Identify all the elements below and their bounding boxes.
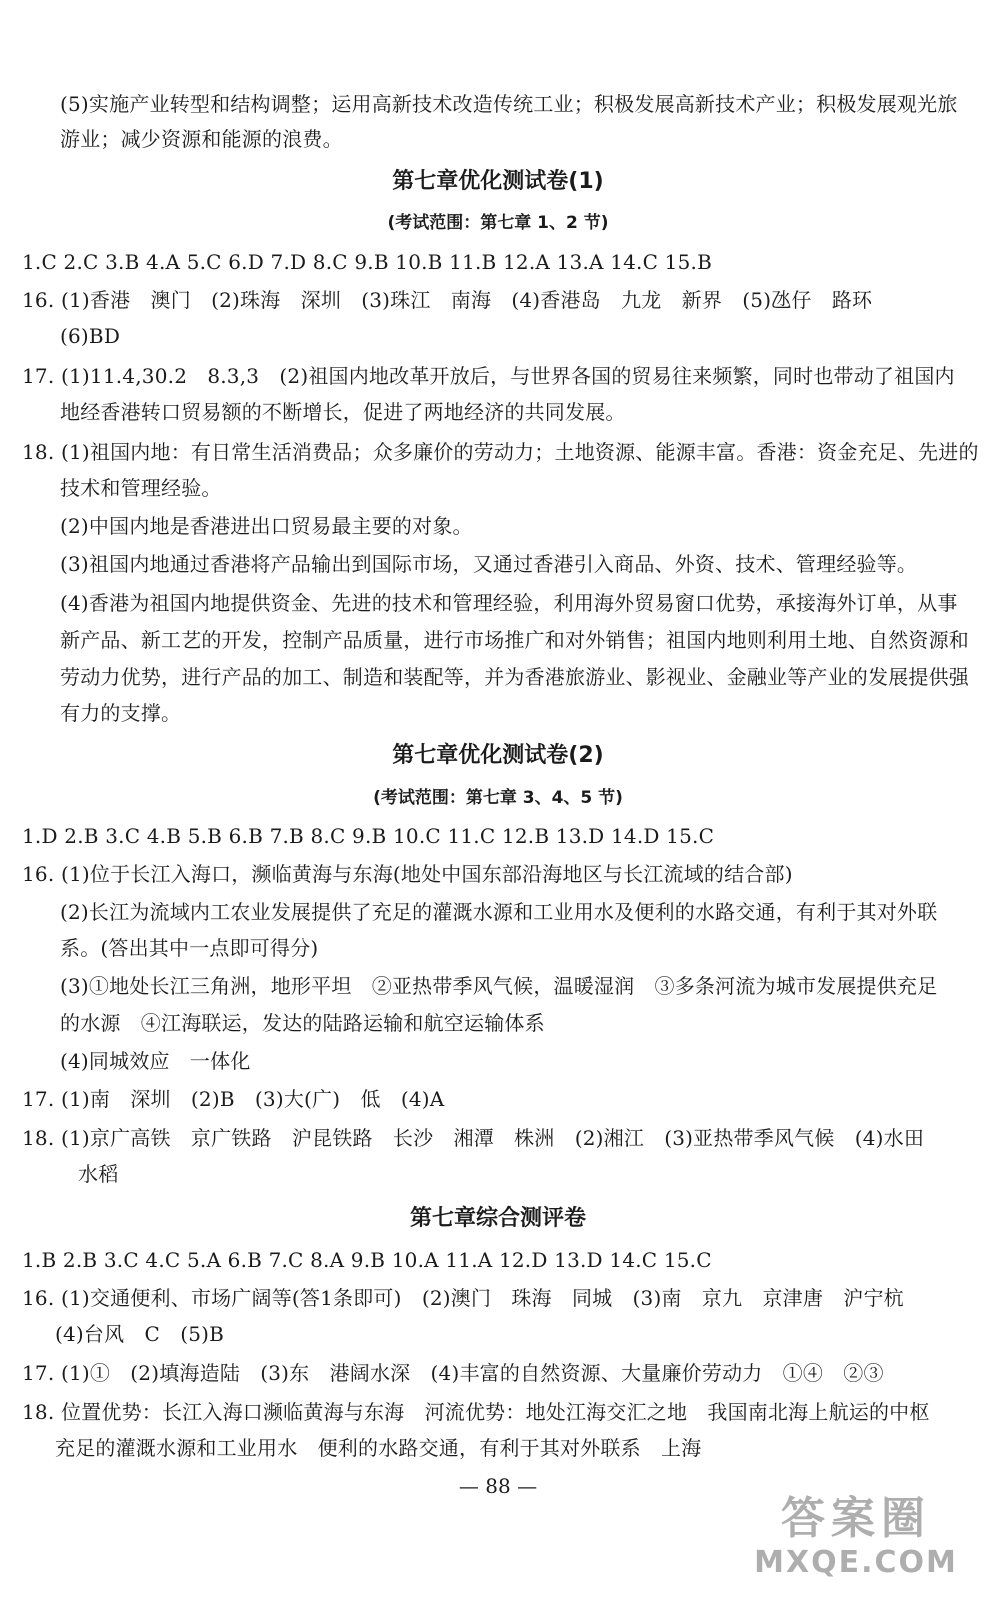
watermark-url: MXQE.COM: [754, 1545, 958, 1580]
section-title: 第七章优化测试卷(2): [392, 743, 604, 768]
text-line: 新产品、新工艺的开发，控制产品质量，进行市场推广和对外销售；祖国内地则利用土地、自然资源和: [60, 628, 969, 652]
text-line: (2)中国内地是香港进出口贸易最主要的对象。: [60, 514, 473, 538]
text-line: 17. (1)南 深圳 (2)B (3)大(广) 低 (4)A: [22, 1087, 445, 1111]
text-line: 技术和管理经验。: [60, 476, 222, 500]
text-line: 18. 位置优势：长江入海口濒临黄海与东海 河流优势：地处江海交汇之地 我国南北海上航运的中枢: [22, 1400, 930, 1424]
text-line: (3)祖国内地通过香港将产品输出到国际市场，又通过香港引入商品、外资、技术、管理经验等。: [60, 552, 918, 576]
section-title: 第七章综合测评卷: [409, 1206, 586, 1231]
page-number: — 88 —: [458, 1474, 538, 1498]
text-line: 16. (1)香港 澳门 (2)珠海 深圳 (3)珠江 南海 (4)香港岛 九龙 新界 (5)氹仔 路环: [22, 288, 873, 312]
answer-row: 1.D 2.B 3.C 4.B 5.B 6.B 7.B 8.C 9.B 10.C 11.C 12.B 13.D 14.D 15.C: [22, 824, 715, 848]
text-line: 18. (1)祖国内地：有日常生活消费品；众多廉价的劳动力；土地资源、能源丰富。香港：资金充足、先进的: [22, 440, 979, 464]
text-line: 的水源 ④江海联运，发达的陆路运输和航空运输体系: [60, 1011, 545, 1035]
text-line: 17. (1)11.4,30.2 8.3,3 (2)祖国内地改革开放后，与世界各国的贸易往来频繁，同时也带动了祖国内: [22, 364, 955, 388]
text-line: 16. (1)交通便利、市场广阔等(答1条即可) (2)澳门 珠海 同城 (3)南 京九 京津唐 沪宁杭: [22, 1286, 904, 1310]
text-line: 18. (1)京广高铁 京广铁路 沪昆铁路 长沙 湘潭 株洲 (2)湘江 (3)亚热带季风气候 (4)水田: [22, 1126, 925, 1150]
section-title: 第七章优化测试卷(1): [392, 169, 604, 194]
text-line: 系。(答出其中一点即可得分): [60, 936, 319, 960]
text-line: 地经香港转口贸易额的不断增长，促进了两地经济的共同发展。: [60, 400, 626, 424]
text-line: (4)同城效应 一体化: [60, 1049, 251, 1073]
text-line: 16. (1)位于长江入海口，濒临黄海与东海(地处中国东部沿海地区与长江流域的结合部): [22, 862, 793, 886]
text-line: (5)实施产业转型和结构调整；运用高新技术改造传统工业；积极发展高新技术产业；积极发展观光旅: [60, 92, 958, 116]
watermark-logo-text: 答案圈: [781, 1493, 931, 1544]
text-line: 有力的支撑。: [60, 701, 182, 725]
answer-row: 1.B 2.B 3.C 4.C 5.A 6.B 7.C 8.A 9.B 10.A 11.A 12.D 13.D 14.C 15.C: [22, 1248, 712, 1272]
text-line: 游业；减少资源和能源的浪费。: [60, 127, 343, 151]
text-line: 劳动力优势，进行产品的加工、制造和装配等，并为香港旅游业、影视业、金融业等产业的发展提供强: [60, 665, 969, 689]
text-line: (3)①地处长江三角洲，地形平坦 ②亚热带季风气候，温暖湿润 ③多条河流为城市发展提供充足: [60, 974, 938, 998]
text-line: (4)香港为祖国内地提供资金、先进的技术和管理经验，利用海外贸易窗口优势，承接海外订单，从事: [60, 591, 958, 615]
text-line: (4)台风 C (5)B: [55, 1322, 225, 1346]
answer-row: 1.C 2.C 3.B 4.A 5.C 6.D 7.D 8.C 9.B 10.B 11.B 12.A 13.A 14.C 15.B: [22, 250, 712, 274]
exam-range: (考试范围：第七章 1、2 节): [387, 213, 609, 233]
text-line: 充足的灌溉水源和工业用水 便利的水路交通，有利于其对外联系 上海: [55, 1436, 702, 1460]
watermark-logo: [736, 1494, 976, 1586]
text-line: 17. (1)① (2)填海造陆 (3)东 港阔水深 (4)丰富的自然资源、大量廉价劳动力 ①④ ②③: [22, 1361, 884, 1385]
text-line: 水稻: [78, 1162, 119, 1186]
exam-range: (考试范围：第七章 3、4、5 节): [373, 788, 623, 808]
text-line: (2)长江为流域内工农业发展提供了充足的灌溉水源和工业用水及便利的水路交通，有利于其对外联: [60, 900, 938, 924]
text-line: (6)BD: [60, 324, 121, 348]
